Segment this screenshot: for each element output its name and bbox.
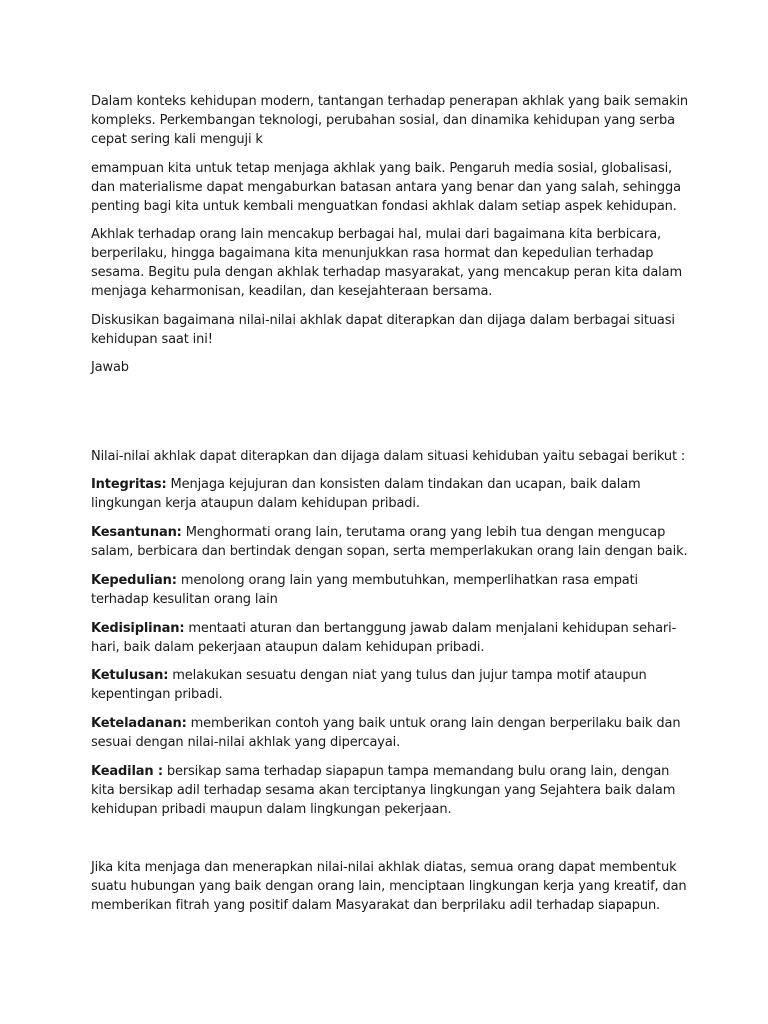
value-term: Kepedulian:	[91, 573, 177, 588]
answer-lead: Nilai-nilai akhlak dapat diterapkan dan dijaga dalam situasi kehiduban yaitu sebagai berikut :	[91, 449, 686, 464]
value-item-kesantunan	[91, 523, 691, 561]
value-description: memberikan contoh yang baik untuk orang lain dengan berperilaku baik dan sesuai dengan nilai-nilai akhlak yang dipercayai.	[91, 716, 681, 750]
value-term: Keadilan :	[91, 764, 163, 779]
value-term: Keteladanan:	[91, 716, 187, 731]
intro-paragraph-1: Dalam konteks kehidupan modern, tantangan terhadap penerapan akhlak yang baik semakin kompleks. Perkembangan teknologi, perubahan sosial, dan dinamika kehidupan yang serba cepat sering kali menguji k	[91, 94, 688, 147]
value-description: Menjaga kejujuran dan konsisten dalam tindakan dan ucapan, baik dalam lingkungan kerja ataupun dalam kehidupan pribadi.	[91, 477, 641, 511]
answer-label: Jawab	[91, 360, 129, 375]
value-term: Kesantunan:	[91, 525, 182, 540]
value-item-integritas	[91, 475, 691, 513]
value-description: bersikap sama terhadap siapapun tampa memandang bulu orang lain, dengan kita bersikap adil terhadap sesama akan terciptanya lingkungan yang Sejahtera baik dalam kehidupan pribadi maupun dalam lingkungan pekerjaan.	[91, 764, 676, 817]
value-description: menolong orang lain yang membutuhkan, memperlihatkan rasa empati terhadap kesulitan orang lain	[91, 573, 639, 607]
value-term: Integritas:	[91, 477, 167, 492]
intro-paragraph-3: Akhlak terhadap orang lain mencakup berbagai hal, mulai dari bagaimana kita berbicara, berperilaku, hingga bagaimana kita menunjukkan rasa hormat dan kepedulian terhadap sesama. Begitu pula dengan akhlak terhadap masyarakat, yang mencakup peran kita dalam menjaga keharmonisan, keadilan, dan kesejahteraan bersama.	[91, 227, 682, 299]
value-item-ketulusan	[91, 666, 691, 704]
value-item-kepedulian	[91, 571, 691, 609]
value-description: Menghormati orang lain, terutama orang yang lebih tua dengan mengucap salam, berbicara dan bertindak dengan sopan, serta memperlakukan orang lain dengan baik.	[91, 525, 688, 559]
value-description: melakukan sesuatu dengan niat yang tulus dan jujur tampa motif ataupun kepentingan pribadi.	[91, 668, 647, 702]
value-item-keadilan	[91, 762, 691, 819]
value-item-keteladanan	[91, 714, 691, 752]
value-term: Kedisiplinan:	[91, 621, 185, 636]
value-description: mentaati aturan dan bertanggung jawab dalam menjalani kehidupan sehari-hari, baik dalam pekerjaan ataupun dalam kehidupan pribadi.	[91, 621, 677, 655]
closing-paragraph: Jika kita menjaga dan menerapkan nilai-nilai akhlak diatas, semua orang dapat membentuk suatu hubungan yang baik dengan orang lain, menciptaan lingkungan kerja yang kreatif, dan memberikan fitrah yang positif dalam Masyarakat dan berprilaku adil terhadap siapapun.	[91, 860, 687, 913]
value-item-kedisiplinan	[91, 619, 691, 657]
question-paragraph: Diskusikan bagaimana nilai-nilai akhlak dapat diterapkan dan dijaga dalam berbagai situasi kehidupan saat ini!	[91, 313, 675, 347]
value-term: Ketulusan:	[91, 668, 169, 683]
intro-paragraph-2: emampuan kita untuk tetap menjaga akhlak yang baik. Pengaruh media sosial, globalisasi, dan materialisme dapat mengaburkan batasan antara yang benar dan yang salah, sehingga penting bagi kita untuk kembali menguatkan fondasi akhlak dalam setiap aspek kehidupan.	[91, 161, 681, 214]
